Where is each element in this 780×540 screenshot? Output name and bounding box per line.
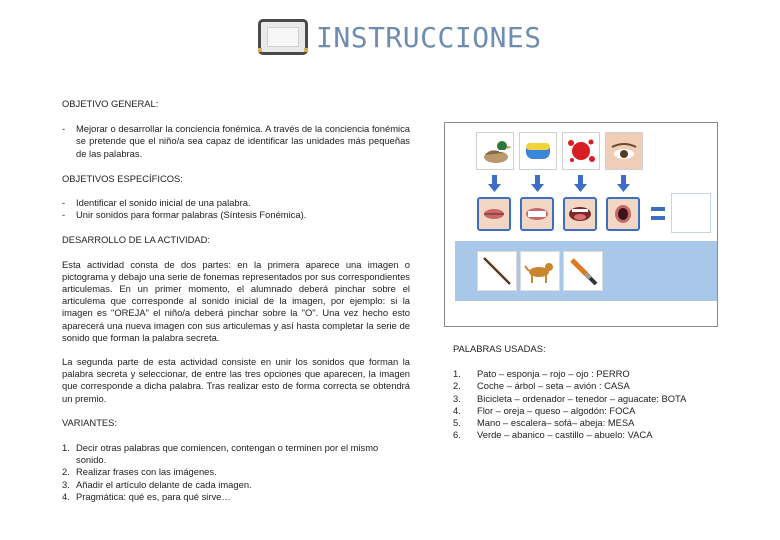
sponge-icon[interactable] xyxy=(519,132,557,170)
paintbrush-icon[interactable] xyxy=(563,251,603,291)
dog-icon[interactable] xyxy=(520,251,560,291)
list-item-text: Verde – abanico – castillo – abuelo: VACA xyxy=(477,429,653,441)
options-band xyxy=(455,241,717,301)
specific-list xyxy=(62,197,410,221)
general-objective-text: Mejorar o desarrollar la conciencia fonémica. A través de la conciencia fonémica se pretende que el niño/a sea capaz de identificar las unidades más pequeñas de las palabras. xyxy=(76,123,410,159)
duck-icon[interactable] xyxy=(476,132,514,170)
development-paragraph-1: Esta actividad consta de dos partes: en la primera aparece una imagen o pictograma y debajo una serie de fonemas representados por sus correspondientes articulemas. En un primer momento, el alumnado deberá pinchar sobre el articulema que corresponde al sonido inicial de la imagen, por ejemplo: si la imagen es "OREJA" el niño/a deberá pinchar sobre la "O". Una vez hecho esto aparecerá una nueva imagen con sus articulemas y así hasta completar la serie de sonido que forman la palabra secreta. xyxy=(62,258,410,343)
list-item xyxy=(62,479,410,491)
list-item-text: Añadir el artículo delante de cada imagen. xyxy=(76,478,252,490)
mouth-o-icon[interactable] xyxy=(606,197,640,231)
list-number: 2. xyxy=(62,466,70,478)
list-item-text: Mano – escalera– sofá– abeja: MESA xyxy=(477,417,635,429)
page-title: INSTRUCCIONES xyxy=(316,20,542,54)
list-item xyxy=(453,429,743,441)
tongue-r-icon[interactable] xyxy=(563,197,597,231)
red-splash-icon[interactable] xyxy=(562,132,600,170)
list-item xyxy=(453,417,743,429)
list-item-text: Realizar frases con las imágenes. xyxy=(76,466,217,478)
specific-heading: OBJETIVOS ESPECÍFICOS: xyxy=(62,172,183,184)
list-item xyxy=(62,491,410,503)
list-item-text: Flor – oreja – queso – algodón: FOCA xyxy=(477,404,636,416)
list-item xyxy=(453,368,743,380)
answer-box[interactable] xyxy=(671,193,711,233)
down-arrows xyxy=(445,173,719,195)
list-number: 4. xyxy=(62,490,70,502)
list-item xyxy=(62,209,410,221)
development-heading: DESARROLLO DE LA ACTIVIDAD: xyxy=(62,234,210,246)
list-number: 2. xyxy=(453,380,461,392)
activity-preview xyxy=(444,122,718,327)
list-number: 3. xyxy=(62,478,70,490)
eye-icon[interactable] xyxy=(605,132,643,170)
list-item xyxy=(453,380,743,392)
instructions-text xyxy=(62,98,410,503)
header xyxy=(258,16,542,58)
list-item xyxy=(62,442,410,466)
list-number: 3. xyxy=(453,392,461,404)
lips-p-icon[interactable] xyxy=(477,197,511,231)
list-item-text: Identificar el sonido inicial de una palabra. xyxy=(76,197,251,209)
bullet-mark: - xyxy=(62,197,66,209)
words-list xyxy=(453,368,743,441)
variants-heading: VARIANTES: xyxy=(62,416,118,428)
list-item-text: Pragmática: qué es, para qué sirve… xyxy=(76,490,231,502)
tablet-icon xyxy=(258,19,308,55)
general-heading: OBJETIVO GENERAL: xyxy=(62,98,159,109)
list-item xyxy=(62,197,410,209)
list-item-text: Bicicleta – ordenador – tenedor – aguacate: BOTA xyxy=(477,392,687,404)
list-number: 1. xyxy=(62,442,70,454)
list-item-text: Pato – esponja – rojo – ojo : PERRO xyxy=(477,368,630,380)
list-item-text: Unir sonidos para formar palabras (Síntesis Fonémica). xyxy=(76,209,307,221)
equals-icon xyxy=(649,203,667,225)
list-item xyxy=(453,393,743,405)
words-used xyxy=(453,343,743,441)
stick-icon[interactable] xyxy=(477,251,517,291)
words-heading: PALABRAS USADAS: xyxy=(453,343,546,354)
list-item xyxy=(453,405,743,417)
list-number: 1. xyxy=(453,368,461,380)
list-number: 4. xyxy=(453,404,461,416)
teeth-e-icon[interactable] xyxy=(520,197,554,231)
list-number: 6. xyxy=(453,429,461,441)
bullet-mark: - xyxy=(62,209,66,221)
variants-list xyxy=(62,442,410,503)
development-paragraph-2: La segunda parte de esta actividad consiste en unir los sonidos que forman la palabra secreta y seleccionar, de entre las tres opciones que aparecen, la imagen que corresponde a dicha palabra. Tras realizar esto de forma correcta se obtendrá un premio. xyxy=(62,356,410,404)
list-number: 5. xyxy=(453,417,461,429)
list-item xyxy=(62,466,410,478)
bullet-mark: - xyxy=(62,123,66,135)
list-item-text: Coche – árbol – seta – avión : CASA xyxy=(477,380,630,392)
general-objective xyxy=(62,123,410,160)
list-item-text: Decir otras palabras que comiencen, contengan o terminen por el mismo sonido. xyxy=(76,442,379,466)
